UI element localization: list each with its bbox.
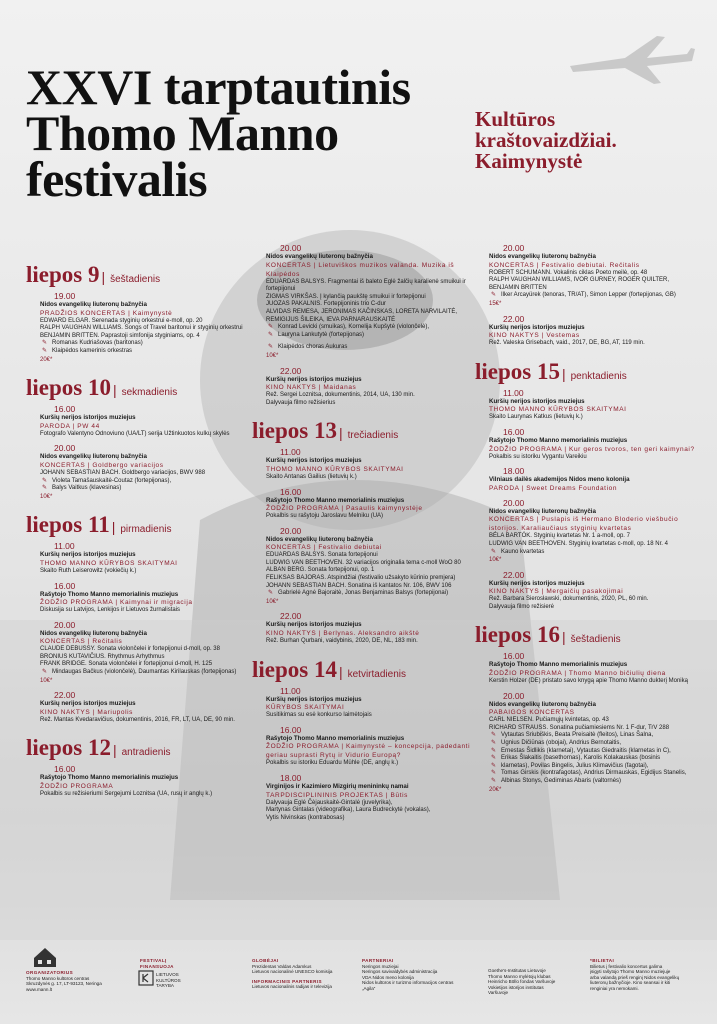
event-work: Rež. Valeska Grisebach, vaid., 2017, DE, BG, AT, 119 min. [489,340,645,347]
event-time: 16.00 [503,651,525,662]
event-venue: Kuršių nerijos istorijos muziejus [266,621,362,629]
event-price: 10€* [489,557,502,564]
event-performer: ✎ Kauno kvartetas [501,549,707,557]
day-weekday: šeštadienis [110,274,161,285]
event-venue: Rašytojo Thomo Manno memorialinis muziejus [40,774,179,782]
day-separator: | [112,742,117,759]
event-program: KONCERTAS | Festivalio debiutai [266,544,382,552]
event-time: 19.00 [54,291,76,301]
event-venue: Rašytojo Thomo Manno memorialinis muziejus [266,496,405,504]
event [489,691,707,795]
event [266,447,484,481]
event-work: REMIGIJUS ŠILEIKA, IEVA PARNARAUSKAITĖ [266,316,396,323]
event-time: 11.00 [280,685,301,696]
event [489,570,707,612]
event-work: Susitikimas su esė konkurso laimėtojais [266,712,372,719]
event [40,581,258,615]
event-work: LUDWIG VAN BEETHOVEN. Styginių kvartetas c-moll, op. 18 Nr. 4 [489,540,668,547]
day-spacer [252,827,484,833]
event-work: Rež. Burhan Qurbani, vaidybinis, 2020, DE, NL, 183 min. [266,638,418,645]
event-work: Rež. Barbara Sierosławski, dokumentinis, 2020, PL, 60 min. [489,596,649,603]
event-venue: Kuršių nerijos istorijos muziejus [40,700,136,708]
event [489,651,707,685]
day-date: liepos 11 [26,512,110,538]
event-program: ŽODŽIO PROGRAMA [40,783,114,791]
event-work: CARL NIELSEN. Pučiamųjų kvintetas, op. 43 [489,717,609,724]
day-header [475,359,707,385]
event-time: 22.00 [503,313,525,324]
event-work: FRANK BRIDGE. Sonata violončelei ir fortepijonui d-moll, H. 125 [40,661,213,668]
footer-organizer: ORGANIZATORIUS Thomo Manno kultūros centras Skruzdynės g. 17, LT-93123, Neringa www.mann.lt [26,970,102,992]
event-performer: ✎ Lauryna Lankutytė (fortepijonas) [278,332,484,340]
event-time: 20.00 [280,243,302,253]
event-performer: ✎ Violeta Tamašauskaitė-Coutaz (fortepijonas), [52,478,258,486]
event [266,611,484,645]
event-work: Dalyvauja Eglė Čėjauskaitė-Gintalė (juvelyrika), [266,799,393,806]
day-spacer [475,799,707,805]
event-work: JUOZAS PAKALNIS. Fortepijoninis trio C-dur [266,301,386,308]
event-time: 22.00 [280,611,302,622]
event-venue: Kuršių nerijos istorijos muziejus [266,457,362,465]
footer-tickets: *BILIETAI Bilietus į festivalio koncertus galima įsigyti rašytojo Thomo Manno muziejuje arba valandą prieš renginį Nidos evangelikų liuteronų bažnyčioje. Kino seansai ir kiti renginiai yra nemokami. [590,958,680,991]
event [40,690,258,724]
event-venue: Nidos evangelikų liuteronų bažnyčia [489,253,596,260]
event [40,620,258,686]
day-weekday: antradienis [121,747,171,759]
footer [0,940,717,1024]
event-program: KINO NAKTYS | Vestemas [489,332,580,340]
event-work: LUDWIG VAN BEETHOVEN. 32 variacijos originalia tema c-moll WoO 80 [266,559,461,566]
event-performer: ✎ Ilker Arcayürek (tenoras, TR/AT), Simon Lepper (fortepijonas, GB) [501,292,707,300]
event-venue: Kuršių nerijos istorijos muziejus [489,579,585,587]
schedule-column-3 [475,243,707,805]
event-program: KONCERTAS | Rečitalis [40,638,123,646]
event-performer: ✎ klarnetas), Povilas Bingelis, Julius Klimavičius (fagotai), [501,763,707,771]
footer-sponsors: GLOBĖJAI Prezidentas Valdas Adamkus Lietuvos nacionalinė UNESCO komisija INFORMACINIS PARTNERIS Lietuvos nacionalinis radijas ir televizija [252,958,333,990]
day-weekday: šeštadienis [570,634,621,646]
event-work: CLAUDE DEBUSSY. Sonata violončelei ir fortepijonui d-moll, op. 38 [40,646,220,653]
footer-partners: PARTNERIAI Neringos muziejai Neringos savivaldybės administracija VDA Nidos meno kolonija Nidos kultūros ir turizmo informacijos centras „Agila“ [362,958,454,991]
event [266,773,484,822]
event-program: KINO NAKTYS | Maidanas [266,384,357,392]
footer-funder: FESTIVALĮ FINANSUOJA LIETUVOS KULTŪROS TARYBA [140,958,181,989]
event-program: PABAIGOS KONCERTAS [489,709,575,717]
event-work: Kerstin Holzer (DE) pristato savo knygą apie Thomo Manno dukterį Moniką [489,678,688,685]
event-program: THOMO MANNO KŪRYBOS SKAITYMAI [40,559,178,567]
event-venue: Vilniaus dailės akademijos Nidos meno kolonija [489,476,630,484]
event-venue: Virginijos ir Kazimiero Mizgirių menininkų namai [266,783,409,790]
schedule-column-2 [252,243,484,833]
event-venue: Nidos evangelikų liuteronų bažnyčia [40,301,147,308]
event-price: 10€* [40,493,53,500]
day-date: liepos 12 [26,735,111,761]
event-work: RALPH VAUGHAN WILLIAMS. Songs of Travel baritonui ir styginių orkestrui [40,325,243,332]
event-work: Pokalbis su rašytoju Jaroslavu Melniku (UA) [266,513,384,520]
event-venue: Rašytojo Thomo Manno memorialinis muziejus [40,590,179,598]
event-performer: ✎ Klaipėdos choras Aukuras [278,344,484,352]
event-venue: Kuršių nerijos istorijos muziejus [40,551,136,559]
event-time: 22.00 [503,569,525,580]
day-header [475,622,707,648]
event-program: KONCERTAS | Lietuviškos muzikos valanda. Muzika iš Klaipėdos [266,261,455,278]
event-program: TARPDISCIPLININIS PROJEKTAS | Būtis [266,791,409,799]
event [489,243,707,309]
event-work: Rež. Sergei Loznitsa, dokumentinis, 2014, UA, 130 min. [266,392,415,399]
event [266,487,484,521]
day-weekday: sekmadienis [121,387,178,399]
event-performer: ✎ Albinas Stonys, Gediminas Abaris (valtornės) [501,778,707,786]
event-program: ŽODŽIO PROGRAMA | Pasaulis kaimynystėje [266,505,423,513]
event [489,466,707,493]
day-separator: | [101,269,106,285]
day-date: liepos 10 [26,375,111,401]
day-weekday: penktadienis [570,370,627,382]
day-separator: | [561,365,566,382]
schedule-column-1 [26,262,258,810]
event-performer: ✎ Erikas Šlakaitis (basethornas), Karolis Kolakauskas (bosinis [501,755,707,763]
event-time: 16.00 [54,580,76,591]
event-program: KONCERTAS | Festivalio debiutai. Rečitalis [489,261,640,269]
event [489,388,707,422]
event-work: Diskusija su Latvijos, Lenkijos ir Lietuvos žurnalistais [40,607,181,614]
event-performer: ✎ Ernestas Šidlikis (klarnetai), Vytautas Giedraitis (klarnetas in C), [501,748,707,756]
event-program: KINO NAKTYS | Berlynas. Aleksandro aikštė [266,630,420,638]
event-performer: ✎ Konrad Levicki (smuikas), Kornelija Kupšytė (violončelė), [278,324,484,332]
event-time: 20.00 [280,525,302,536]
event [266,725,484,768]
day-date: liepos 9 [26,262,100,287]
day-date: liepos 14 [252,656,337,682]
event-time: 11.00 [503,387,524,398]
event-work: Skaito Antanas Gailius (lietuvių k.) [266,473,357,480]
event-time: 22.00 [54,690,76,701]
day-date: liepos 15 [475,358,560,384]
event [40,541,258,575]
event-work: Skaito Ruth Leiserowitz (vokiečių k.) [40,567,137,574]
event-work: Pokalbis su istoriku Vygantu Vareikiu [489,453,587,460]
day-separator: | [111,519,116,536]
event-price: 20€* [40,356,53,363]
day-separator: | [561,629,566,646]
event-work: Vytis Nivinskas (kontrabosas) [266,814,345,821]
event-venue: Rašytojo Thomo Manno memorialinis muziejus [489,661,628,669]
event-performer: ✎ Romanas Kudriašovas (baritonas) [52,340,258,348]
event [266,344,484,360]
event-work: RALPH VAUGHAN WILLIAMS, IVOR GURNEY, ROGER QUILTER, [489,277,670,284]
event-program: PARODA | PW 44 [40,422,100,430]
event-time: 20.00 [503,690,525,701]
event-program: PRADŽIOS KONCERTAS | Kaimynystė [40,309,173,317]
event-performer: ✎ Tomas Girskis (kontrafagotas), Andrius Dirmauskas, Egidijus Stanelis, [501,770,707,778]
event-performer: ✎ Vytautas Sriubiškis, Beata Preisaitė (fleitos), Linas Šalna, [501,732,707,740]
event [40,443,258,501]
event-work: Martynas Gintalas (videografika), Laura Budreckytė (vokalas), [266,807,431,814]
event-program: KINO NAKTYS | Mariupolis [40,708,134,716]
day-weekday: pirmadienis [120,524,172,536]
event-venue: Nidos evangelikų liuteronų bažnyčia [266,535,373,543]
event-time: 11.00 [280,447,301,458]
event [40,291,258,364]
event-time: 16.00 [280,486,302,497]
event-venue: Kuršių nerijos istorijos muziejus [489,323,585,331]
event-work: Fotografo Valentyno Odnoviuno (UA/LT) serija Užtinkuotos kulkų skylės [40,430,230,437]
event [266,243,484,339]
event-work: BRONIUS KUTAVIČIUS. Rhythmus Arhythmus [40,653,165,660]
day-header [26,735,258,761]
event [266,366,484,408]
event-time: 18.00 [280,773,302,783]
event-program: ŽODŽIO PROGRAMA | Kaimynystė – koncepcija, padedanti geriau suprasti Rytų ir Vidurio Europą? [266,743,471,760]
event-work: EDWARD ELGAR. Serenada styginių orkestrui e-moll, op. 20 [40,317,203,324]
event-time: 16.00 [54,404,76,415]
event-work: FELIKSAS BAJORAS. Atspindžiai (festivalio užsakyto kūrinio premjera) [266,575,456,582]
event-work: Dalyvauja filmo režisierė [489,603,555,610]
event-venue: Nidos evangelikų liuteronų bažnyčia [489,507,596,515]
event-price: 15€* [489,300,502,307]
day-date: liepos 13 [252,418,337,444]
event-venue: Kuršių nerijos istorijos muziejus [489,397,585,405]
event-venue: Kuršių nerijos istorijos muziejus [266,375,362,383]
event-program: KINO NAKTYS | Mergaičių pasakojimai [489,588,624,596]
event-work: JOHANN SEBASTIAN BACH. Goldbergo variacijos, BWV 988 [40,469,206,476]
festival-theme: Kultūros kraštovaizdžiai. Kaimynystė [475,107,617,173]
event-program: KŪRYBOS SKAITYMAI [266,704,345,712]
event-performer: ✎ Mindaugas Bačkus (violončelė), Daumantas Kirilauskas (fortepijonas) [52,669,258,677]
event-price: 10€* [266,352,279,359]
event-venue: Nidos evangelikų liuteronų bažnyčia [40,453,147,461]
event [40,764,258,798]
day-separator: | [112,382,117,399]
event-performer: ✎ Gabrielė Agnė Bajoraitė, Jonas Benjaminas Balsys (fortepijonai) [278,590,484,598]
event-performer: ✎ Ugnius Dičiūnas (obojai), Andrius Bernotaitis, [501,740,707,748]
event-venue: Kuršių nerijos istorijos muziejus [40,414,136,422]
event-program: PARODA | Sweet Dreams Foundation [489,484,618,492]
event-venue: Nidos evangelikų liuteronų bažnyčia [40,629,147,637]
event-time: 16.00 [280,724,302,735]
event-work: Pokalbis su istoriku Eduardu Mühle (DE, anglų k.) [266,760,399,767]
event-price: 20€* [489,786,502,793]
event-work: ROBERT SCHUMANN. Vokalinis ciklas Poeto meilė, op. 48 [489,269,648,276]
day-weekday: ketvirtadienis [347,668,406,680]
day-separator: | [338,425,343,442]
event-time: 22.00 [280,365,302,376]
event-work: RICHARD STRAUSS. Sonatina pučiamiesiems Nr. 1 F-dur, TrV 288 [489,724,670,731]
event [489,498,707,565]
day-header [252,657,484,683]
event-venue: Kuršių nerijos istorijos muziejus [266,695,362,703]
event-work: BENJAMIN BRITTEN [489,284,547,291]
event-work: ALBAN BERG. Sonata fortepijonui, op. 1 [266,567,375,574]
day-date: liepos 16 [475,622,560,648]
event-work: BENJAMIN BRITTEN. Paprastoji simfonija styginiams, op. 4 [40,332,200,339]
festival-title: XXVI tarptautinis Thomo Manno festivalis [26,59,411,207]
event [266,526,484,607]
event-time: 20.00 [54,443,76,454]
event-price: 10€* [266,598,279,605]
event-time: 20.00 [503,497,525,508]
day-header [26,512,258,538]
event-performer: ✎ Klaipėdos kamerinis orkestras [52,348,258,356]
event-program: ŽODŽIO PROGRAMA | Thomo Manno bičiulių diena [489,670,666,678]
event-time: 18.00 [503,466,525,477]
event-work: Pokalbis su režisieriumi Sergejumi Loznitsa (UA, rusų ir anglų k.) [40,791,213,798]
event-time: 16.00 [503,426,525,437]
event [489,427,707,461]
event [40,404,258,438]
event-venue: Nidos evangelikų liuteronų bažnyčia [489,700,596,708]
event-work: JOHANN SEBASTIAN BACH. Sonatina iš kantatos Nr. 106, BWV 106 [266,582,452,589]
event-work: ALVIDAS REMESA, JERONIMAS KAČINSKAS, LORETA NARVILAITĖ, [266,308,458,315]
day-header [26,375,258,401]
event-time: 20.00 [54,619,76,630]
footer-more-partners: Goethe's-Institutas Lietuvoje Thomo Manno mylėtojų klubas Heinricho Böllo fondas Varšuvoje Vokietijos istorijos institutas Varšuvoje [488,968,556,996]
event [266,686,484,720]
event-venue: Nidos evangelikų liuteronų bažnyčia [266,253,373,260]
airplane-icon [565,28,695,88]
event-program: KONCERTAS | Goldbergo variacijos [40,461,164,469]
event-time: 16.00 [54,764,76,775]
event-venue: Rašytojo Thomo Manno memorialinis muziejus [266,734,405,742]
event-work: BÉLA BARTÓK. Styginių kvartetas Nr. 1 a-moll, op. 7 [489,533,630,540]
event-program: THOMO MANNO KŪRYBOS SKAITYMAI [489,406,627,414]
event-performer: ✎ Balys Vaitkus (klavesinas) [52,485,258,493]
event-work: Rež. Mantas Kvedaravičius, dokumentinis, 2016, FR, LT, UA, DE, 90 min. [40,716,235,723]
house-logo-icon [32,946,58,968]
event-work: EDUARDAS BALSYS. Fragmentai iš baleto Eglė žalčių karalienė smuikui ir fortepijonui [266,278,466,293]
event-time: 11.00 [54,541,75,552]
day-header [26,262,258,288]
event-time: 20.00 [503,243,525,253]
event [489,314,707,348]
day-separator: | [338,663,343,680]
event-venue: Rašytojo Thomo Manno memorialinis muziejus [489,436,628,444]
event-program: ŽODŽIO PROGRAMA | Kur geros tvoros, ten geri kaimynai? [489,445,695,453]
event-price: 10€* [40,677,53,684]
event-work: ZIGMAS VIRKŠAS. Į kylančią paukštę smuikui ir fortepijonui [266,293,426,300]
event-work: EDUARDAS BALSYS. Sonata fortepijonui [266,552,378,559]
event-program: THOMO MANNO KŪRYBOS SKAITYMAI [266,465,404,473]
day-spacer [26,804,258,810]
event-program: ŽODŽIO PROGRAMA | Kaimynai ir migracija [40,599,193,607]
event-work: Skaito Laurynas Katkus (lietuvių k.) [489,414,583,421]
day-weekday: trečiadienis [347,430,399,442]
day-header [252,418,484,444]
event-program: KONCERTAS | Puslapis iš Hermano Bloderio viešbučio istorijos. Karaliaučiaus styginių kvartetas [489,516,679,533]
event-work: Dalyvauja filmo režisierius [266,399,336,406]
